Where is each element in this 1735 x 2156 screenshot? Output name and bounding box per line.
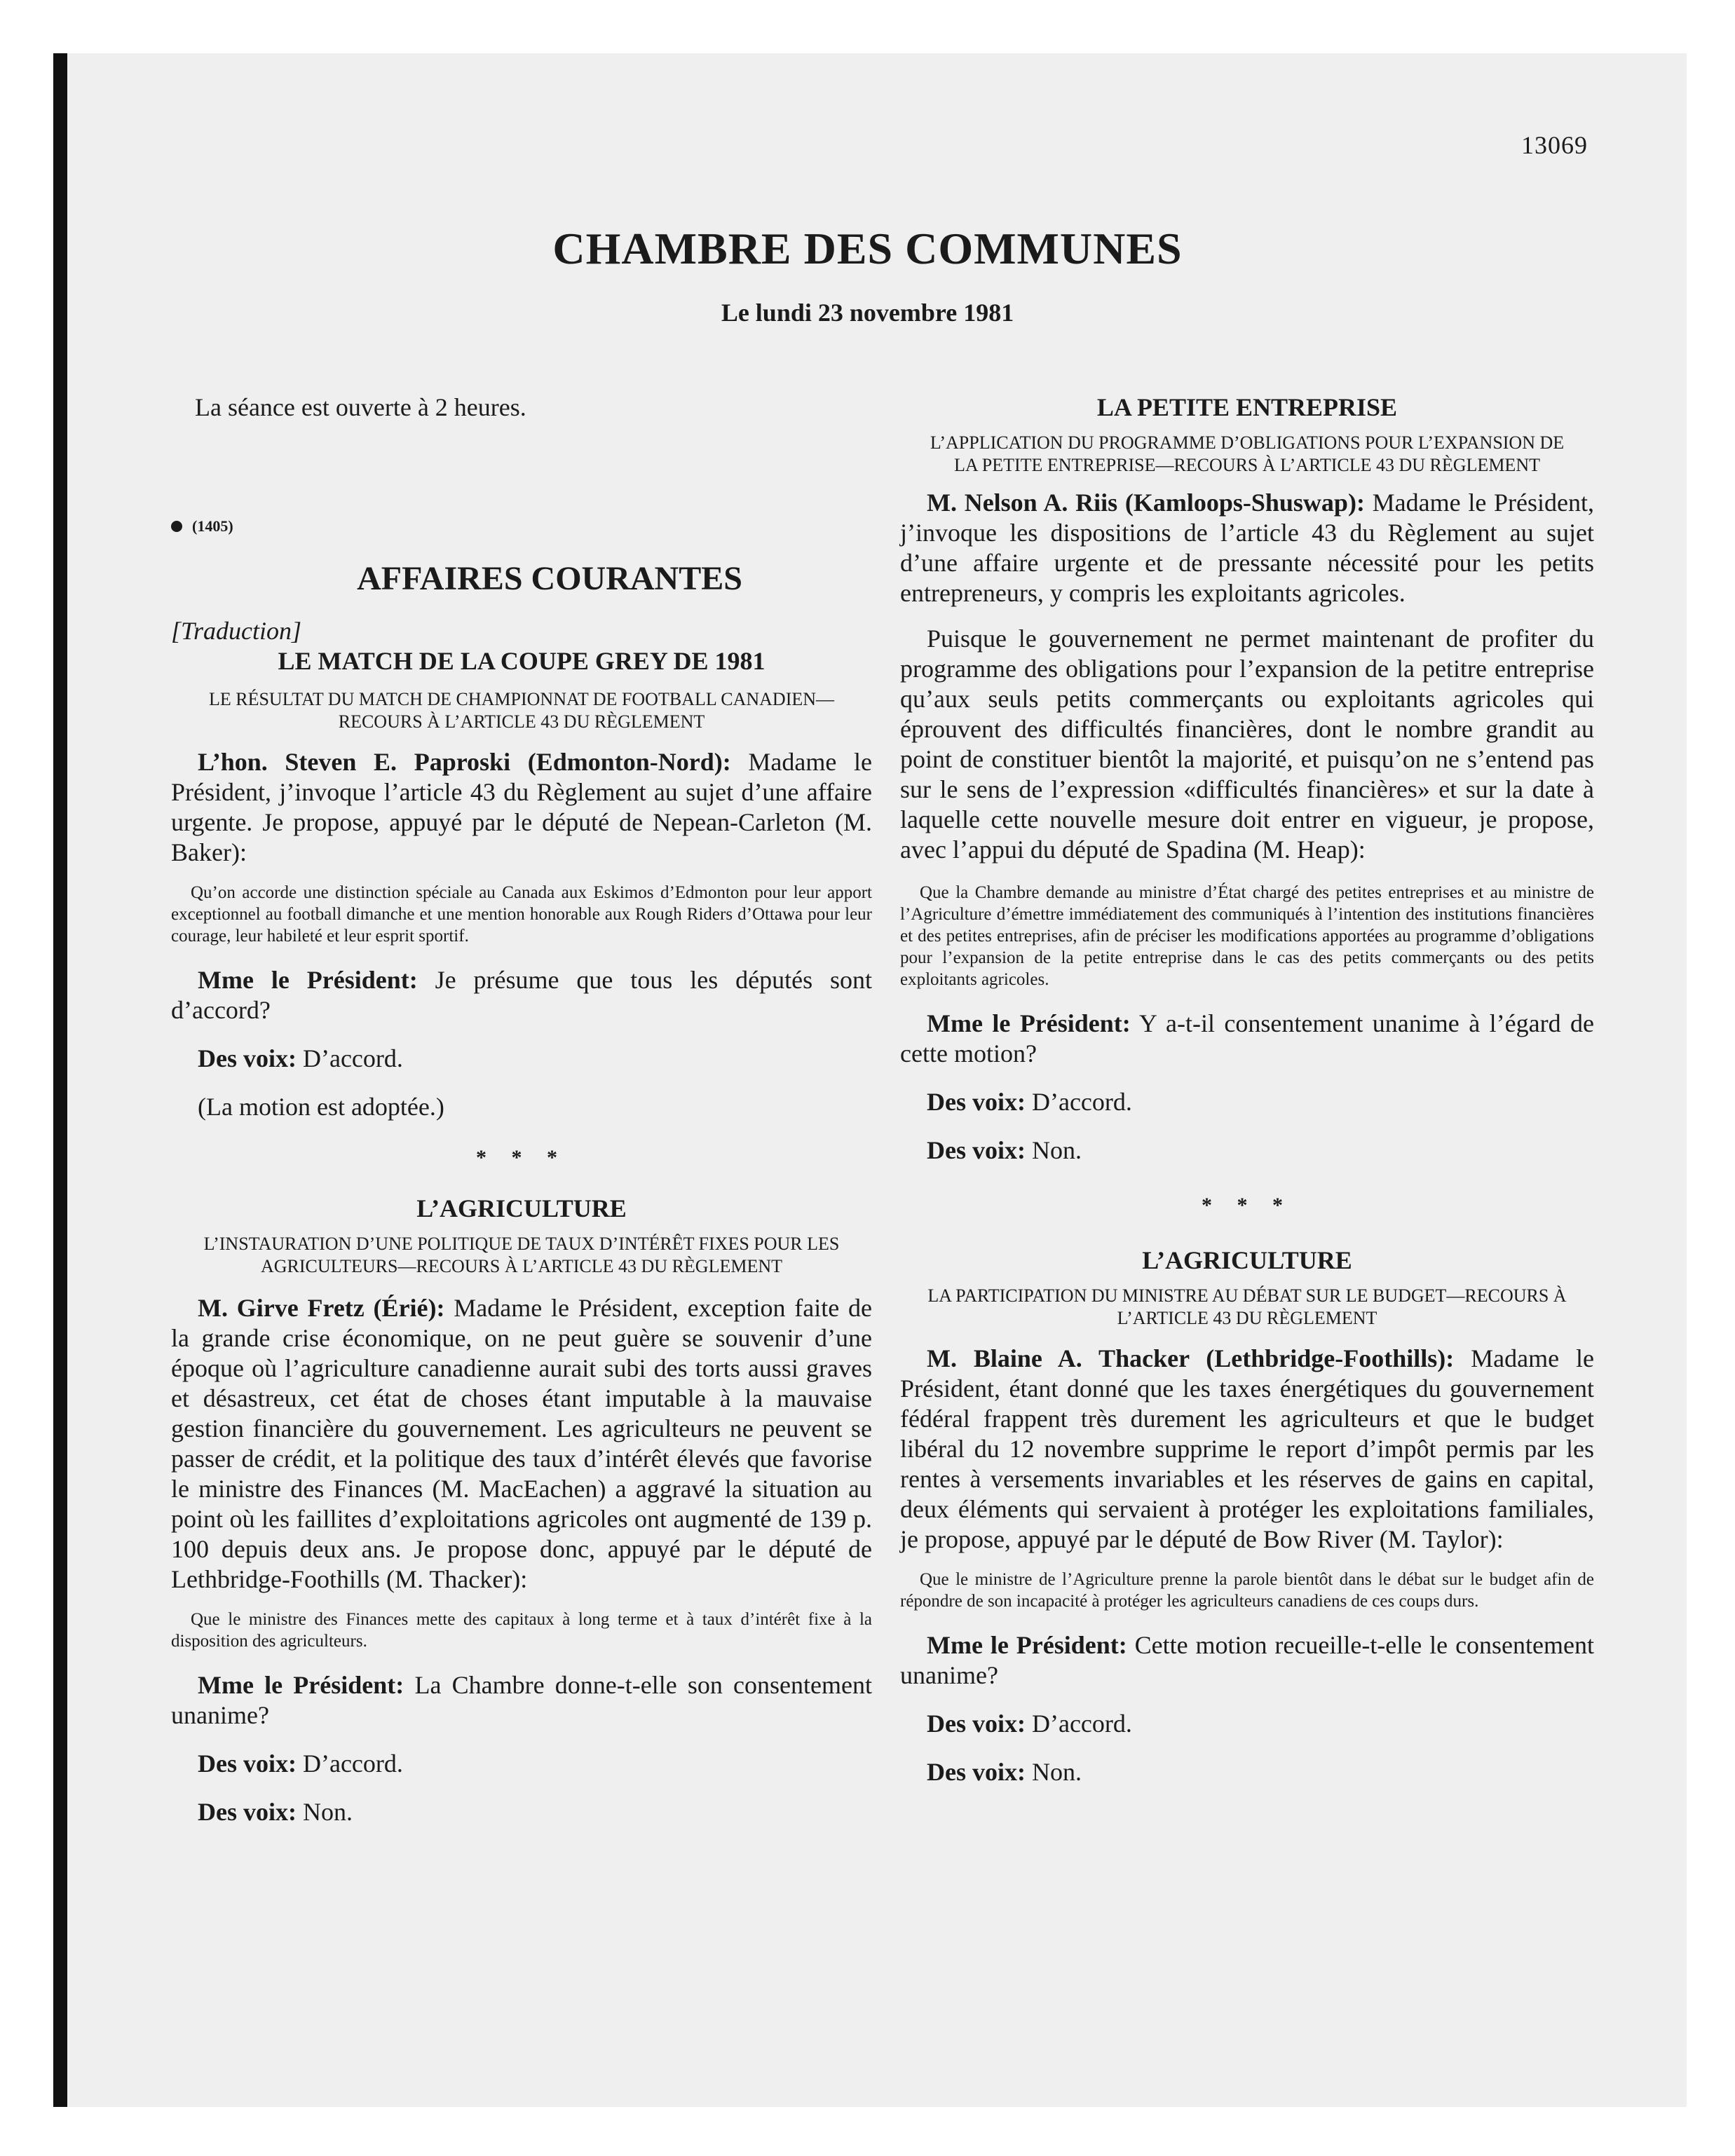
agriculture-budget-title: L’AGRICULTURE [1142,1246,1352,1274]
speaker-name: L’hon. Steven E. Paproski (Edmonton-Nord): [198,748,731,776]
fretz-motion: Que le ministre des Finances mette des capitaux à long terme et à taux d’intérêt fixe à la disposition des agriculteurs. [171,1610,872,1651]
voices-reply [171,1749,872,1779]
section-heading: AFFAIRES COURANTES [357,560,742,597]
grey-cup-title: LE MATCH DE LA COUPE GREY DE 1981 [278,647,766,675]
agriculture-subtitle: L’INSTAURATION D’UNE POLITIQUE DE TAUX D’INTÉRÊT FIXES POUR LES AGRICULTEURS—RECOURS À L’ARTICLE 43 DU RÈGLEMENT [203,1234,840,1276]
document-title: CHAMBRE DES COMMUNES [552,224,1183,273]
president-question [900,1630,1594,1691]
time-marker-label: (1405) [192,517,233,535]
speech-text: D’accord. [302,1749,403,1778]
speaker-name: M. Nelson A. Riis (Kamloops-Shuswap): [927,489,1365,517]
president-question [171,1670,872,1731]
section-separator: * * * [1202,1194,1293,1217]
speaker-name: Des voix: [198,1798,297,1826]
bullet-icon [171,521,182,532]
right-column [900,393,1594,1787]
time-marker [171,517,872,535]
speech-text: Madame le Président, exception faite de la grande crise économique, on ne peut guère se souvenir d’une époque où l’agriculture canadienne aurait subi des torts aussi graves et désastreux, cet état de choses étant imputable à la mauvaise gestion financière du gouvernement. Les agriculteurs ne peuvent se passer de crédit, et la politique des taux d’intérêt élevés que favorise le ministre des Finances (M. MacEachen) a aggravé la situation au point où les faillites d’exploitations agricoles ont augmenté de 139 p. 100 depuis deux ans. Je propose donc, appuyé par le député de Lethbridge-Foothills (M. Thacker): [171,1294,873,1593]
speech-text: D’accord. [1031,1710,1132,1738]
speech-text: La Chambre donne-t-elle son consentement unanime? [171,1671,872,1729]
speech-text: Non. [302,1798,353,1826]
speech-text: Je présume que tous les députés sont d’accord? [171,966,873,1024]
voices-reply [900,1135,1594,1166]
agriculture-title: L’AGRICULTURE [416,1194,627,1222]
left-column [171,393,872,1827]
speaker-name: Des voix: [927,1758,1026,1786]
small-business-title: LA PETITE ENTREPRISE [1096,393,1398,421]
voices-reply [900,1087,1594,1117]
riis-speech [900,488,1594,608]
motion-adopted: (La motion est adoptée.) [198,1093,444,1121]
fretz-speech [171,1293,872,1595]
riis-speech-continued: Puisque le gouvernement ne permet maintenant de profiter du programme des obligations pour l’expansion de la petitre entreprise qu’aux seuls petits commerçants ou exploitants agricoles qui éprouvent des difficultés financières, dont le nombre grandit au point de constituer bientôt la majorité, et puisqu’on ne s’entend pas sur le sens de l’expression «difficultés financières» et sur la date à laquelle cette nouvelle mesure doit entrer en vigueur, je propose, avec l’appui du député de Spadina (M. Heap): [900,625,1594,864]
grey-cup-subtitle: LE RÉSULTAT DU MATCH DE CHAMPIONNAT DE FOOTBALL CANADIEN—RECOURS À L’ARTICLE 43 DU RÈGLEMENT [208,689,835,732]
voices-reply [171,1797,872,1827]
speaker-name: Mme le Président: [927,1009,1131,1037]
small-business-motion: Que la Chambre demande au ministre d’État chargé des petites entreprises et au ministre de l’Agriculture d’émettre immédiatement des communiqués à l’intention des institutions financières et des petites entreprises, afin de préciser les modifications apportées au programme d’obligations pour l’expansion de la petite entreprise dans le cas des petits commerçants ou des petits exploitants agricoles. [900,883,1594,989]
scan-edge [53,53,67,2107]
speech-text: Cette motion recueille-t-elle le consentement unanime? [900,1631,1594,1689]
speech-text: D’accord. [302,1044,403,1072]
speaker-name: Mme le Président: [927,1631,1127,1659]
speech-text: Madame le Président, étant donné que les taxes énergétiques du gouvernement fédéral frappent très durement les agriculteurs et que le budget libéral du 12 novembre supprime le report d’impôt permis par les rentes à versements invariables et les réserves de gains en capital, deux éléments qui servaient à protéger les exploitations familiales, je propose, appuyé par le député de Bow River (M. Taylor): [900,1344,1594,1553]
speaker-name: Des voix: [198,1749,297,1778]
speaker-name: Des voix: [927,1088,1026,1116]
voices-reply [171,1044,872,1074]
speaker-name: Des voix: [927,1710,1026,1738]
paproski-speech [171,747,872,868]
speaker-name: M. Blaine A. Thacker (Lethbridge-Foothills): [927,1344,1455,1372]
opening-line: La séance est ouverte à 2 heures. [195,393,526,421]
agriculture-budget-subtitle: LA PARTICIPATION DU MINISTRE AU DÉBAT SUR LE BUDGET—RECOURS À L’ARTICLE 43 DU RÈGLEMENT [927,1285,1567,1328]
speaker-name: Mme le Président: [198,1671,404,1699]
speech-text: Madame le Président, j’invoque l’article 43 du Règlement au sujet d’une affaire urgente. Je propose, appuyé par le député de Nepean-Carleton (M. Baker): [171,748,872,866]
speech-text: Non. [1031,1758,1082,1786]
speaker-name: M. Girve Fretz (Érié): [198,1294,445,1322]
speaker-name: Mme le Président: [198,966,418,994]
speaker-name: Des voix: [198,1044,297,1072]
speaker-name: Des voix: [927,1136,1026,1164]
sitting-date: Le lundi 23 novembre 1981 [721,299,1014,327]
small-business-subtitle: L’APPLICATION DU PROGRAMME D’OBLIGATIONS POUR L’EXPANSION DE LA PETITE ENTREPRISE—RECOURS À L’ARTICLE 43 DU RÈGLEMENT [930,432,1565,475]
president-question [171,965,872,1025]
thacker-speech [900,1344,1594,1555]
speech-text: Madame le Président, j’invoque les dispositions de l’article 43 du Règlement au sujet d’une affaire urgente et de pressante nécessité pour les petits entrepreneurs, y compris les exploitants agricoles. [900,489,1594,607]
speech-text: Non. [1031,1136,1082,1164]
voices-reply [900,1757,1594,1787]
section-separator: * * * [476,1146,567,1169]
thacker-motion: Que le ministre de l’Agriculture prenne la parole bientôt dans le débat sur le budget afin de répondre de son incapacité à protéger les agriculteurs canadiens de ces coups durs. [900,1570,1594,1611]
speech-text: Y a-t-il consentement unanime à l’égard de cette motion? [900,1009,1594,1067]
page-number: 13069 [1521,131,1588,159]
speech-text: D’accord. [1031,1088,1132,1116]
grey-cup-motion: Qu’on accorde une distinction spéciale au Canada aux Eskimos d’Edmonton pour leur apport exceptionnel au football dimanche et une mention honorable aux Rough Riders d’Ottawa pour leur courage, leur habileté et leur esprit sportif. [171,883,872,946]
voices-reply [900,1709,1594,1739]
translation-note: [Traduction] [171,617,302,645]
president-question [900,1009,1594,1069]
